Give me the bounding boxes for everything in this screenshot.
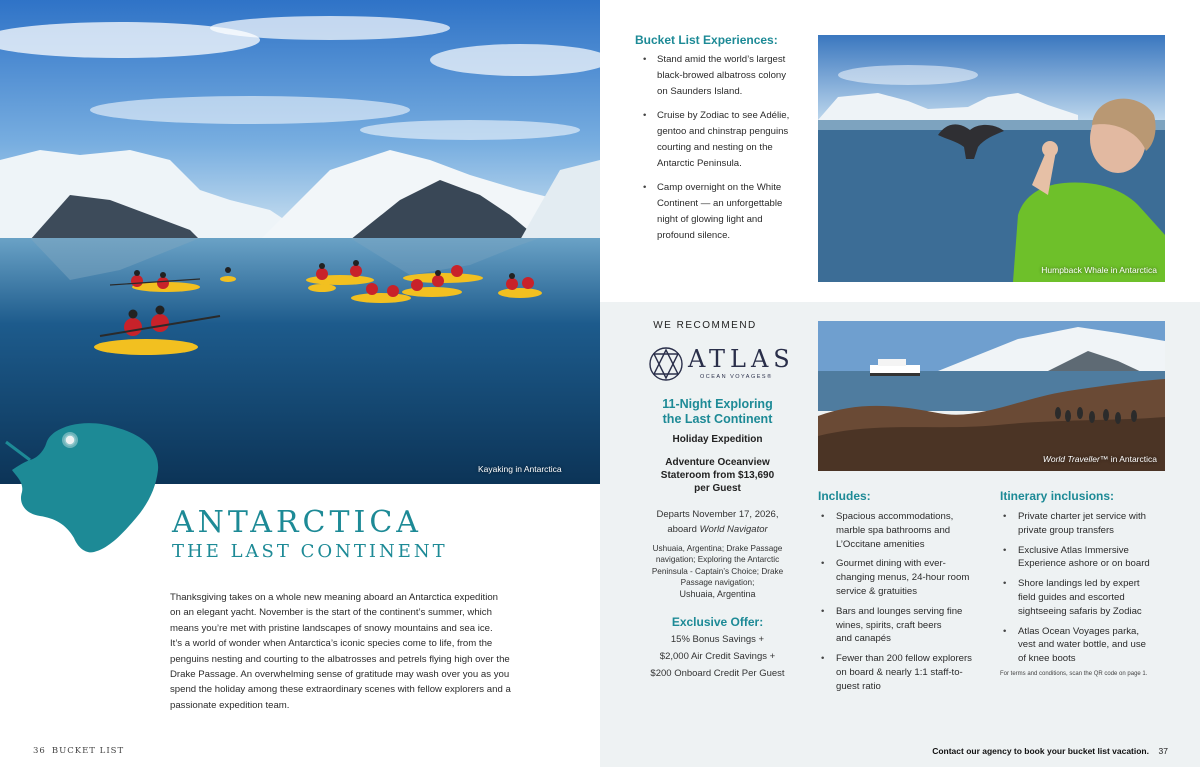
departure-ship-name: World Navigator <box>699 524 768 535</box>
list-item <box>640 108 808 172</box>
offer-line: 15% Bonus Savings + <box>670 634 765 645</box>
list-item-line: on board & nearly 1:1 staff-to- <box>836 666 963 678</box>
right-page <box>600 0 1200 767</box>
list-item <box>1000 577 1170 618</box>
itinerary-line: Ushuaia, Argentina <box>679 588 756 599</box>
brand-tagline: OCEAN VOYAGES® <box>700 374 773 380</box>
list-item-line: L’Occitane amenities <box>836 538 925 550</box>
caption-text: in Antarctica <box>1108 454 1157 464</box>
list-item-line: guest ratio <box>836 680 881 692</box>
list-item <box>818 510 996 551</box>
antarctica-map <box>0 420 175 560</box>
stateroom-line: Adventure Oceanview <box>665 457 770 468</box>
intro-line: Drake Passage. An overwhelming sense of gratitude may wash over you as you <box>170 669 510 681</box>
intro-line: Thanksgiving takes on a whole new meaning aboard an Antarctica expedition <box>170 592 498 603</box>
list-item-line: black-browed albatross colony <box>657 70 787 81</box>
atlas-emblem-icon <box>648 344 684 384</box>
list-item-line: vest and water bottle, and use <box>1018 639 1146 651</box>
list-item-line: service & gratuities <box>836 585 918 597</box>
list-item-line: and canapés <box>836 633 891 645</box>
list-item <box>1000 510 1170 538</box>
list-item-line: • Atlas Ocean Voyages parka, <box>1018 625 1140 637</box>
list-item <box>640 180 808 244</box>
list-item <box>1000 625 1170 666</box>
list-item-line: • Spacious accommodations, <box>836 511 954 522</box>
list-item <box>818 605 996 646</box>
section-label: BUCKET LIST <box>51 746 125 756</box>
itinerary-line: Passage navigation; <box>680 578 755 588</box>
offer-line: $200 Onboard Credit Per Guest <box>650 668 785 679</box>
departure-date: Departs November 17, 2026, <box>656 509 779 520</box>
list-item-line: • Private charter jet service with <box>1018 511 1146 522</box>
page-subtitle: THE LAST CONTINENT <box>172 541 448 562</box>
page-number-left: 36 <box>33 746 46 756</box>
list-item-line: sightseeing safaris by Zodiac <box>1018 605 1142 617</box>
departure-prefix: aboard <box>667 524 700 535</box>
list-item-line: • Bars and lounges serving fine <box>836 605 963 617</box>
intro-line: passionate expedition team. <box>170 699 290 711</box>
intro-paragraph <box>170 590 550 713</box>
terms-note: For terms and conditions, scan the QR code on page 1. <box>1000 671 1148 677</box>
ship-photo <box>818 321 1165 471</box>
list-item-line: profound silence. <box>657 230 731 241</box>
photo-caption-whale: Humpback Whale in Antarctica <box>1041 265 1157 275</box>
intro-line: means you’re met with pristine landscapes of snowy mountains and sea ice. <box>170 622 493 634</box>
intro-line: on an elegant yacht. November is the start of the continent’s summer, which <box>170 607 492 619</box>
list-item-line: Continent — an unforgettable <box>657 198 783 209</box>
stateroom-line: Stateroom from $13,690 <box>660 470 775 481</box>
brand-name: ATLAS <box>688 345 795 373</box>
page-number-right: 37 <box>1158 746 1168 756</box>
list-item-line: changing menus, 24-hour room <box>836 572 970 584</box>
photo-caption-ship <box>1043 454 1157 464</box>
cruise-title <box>635 397 800 427</box>
list-item-line: • Gourmet dining with ever- <box>836 558 946 570</box>
atlas-logo <box>648 344 798 384</box>
list-item-line: on Saunders Island. <box>657 86 743 97</box>
list-item <box>1000 544 1170 572</box>
offer-line: $2,000 Air Credit Savings + <box>659 651 776 662</box>
list-item-line: marble spa bathrooms and <box>836 524 951 536</box>
list-item-line: • Exclusive Atlas Immersive <box>1018 544 1129 556</box>
stateroom-line: per Guest <box>694 483 741 494</box>
bucket-list <box>640 52 808 252</box>
exclusive-offer <box>635 631 800 682</box>
list-item-line: wines, spirits, craft beers <box>836 619 942 631</box>
list-item-line: • Camp overnight on the White <box>657 182 782 193</box>
departure-info <box>635 507 800 537</box>
cruise-title-line: the Last Continent <box>662 412 773 426</box>
list-item-line: • Fewer than 200 fellow explorers <box>836 653 972 665</box>
we-recommend-label: WE RECOMMEND <box>653 320 757 331</box>
cruise-title-line: 11-Night Exploring <box>662 397 773 411</box>
intro-line: spend the holiday among these extraordinary scenes with fellow explorers and a <box>170 684 511 696</box>
contact-line: Contact our agency to book your bucket list vacation. <box>932 746 1149 756</box>
bucket-list-heading: Bucket List Experiences: <box>635 33 778 47</box>
list-item-line: gentoo and chinstrap penguins <box>657 126 789 137</box>
list-item <box>818 557 996 598</box>
departure-ship-line <box>635 522 800 537</box>
itinerary-line: navigation; Exploring the Antarctic <box>655 555 780 565</box>
itinerary-inclusions-list <box>1000 510 1170 672</box>
itinerary-line: Peninsula - Captain’s Choice; Drake <box>651 566 784 576</box>
intro-line: It’s a world of wonder when Antarctica’s iconic species come to life, from the <box>170 638 493 650</box>
stateroom-price <box>635 456 800 495</box>
list-item-line: night of glowing light and <box>657 214 763 225</box>
kayaking-photo <box>0 0 600 484</box>
list-item-line: of knee boots <box>1018 653 1076 665</box>
itinerary-line: Ushuaia, Argentina; Drake Passage <box>652 544 783 553</box>
whale-photo <box>818 35 1165 282</box>
list-item-line: field guides and escorted <box>1018 591 1125 603</box>
cruise-type: Holiday Expedition <box>672 434 763 445</box>
list-item-line: Antarctic Peninsula. <box>657 158 742 169</box>
list-item-line: • Cruise by Zodiac to see Adélie, <box>657 110 790 121</box>
ship-name: World Traveller™ <box>1042 454 1109 464</box>
list-item-line: • Shore landings led by expert <box>1018 578 1140 590</box>
list-item <box>640 52 808 100</box>
list-item-line: courting and nesting on the <box>657 142 773 153</box>
list-item-line: Experience ashore or on board <box>1018 558 1150 570</box>
includes-heading: Includes: <box>818 489 871 503</box>
exclusive-offer-heading: Exclusive Offer: <box>671 615 764 629</box>
photo-caption-kayaking: Kayaking in Antarctica <box>478 464 562 474</box>
includes-list <box>818 510 996 700</box>
intro-line: penguins nesting and courting to the albatrosses and petrels flying high over the <box>170 653 510 665</box>
list-item-line: • Stand amid the world’s largest <box>657 54 786 65</box>
list-item <box>818 652 996 693</box>
itinerary-route <box>635 543 800 600</box>
itinerary-inclusions-heading: Itinerary inclusions: <box>1000 489 1115 503</box>
folio-left <box>33 746 130 756</box>
page-title: ANTARCTICA <box>172 505 422 540</box>
list-item-line: private group transfers <box>1018 524 1114 536</box>
